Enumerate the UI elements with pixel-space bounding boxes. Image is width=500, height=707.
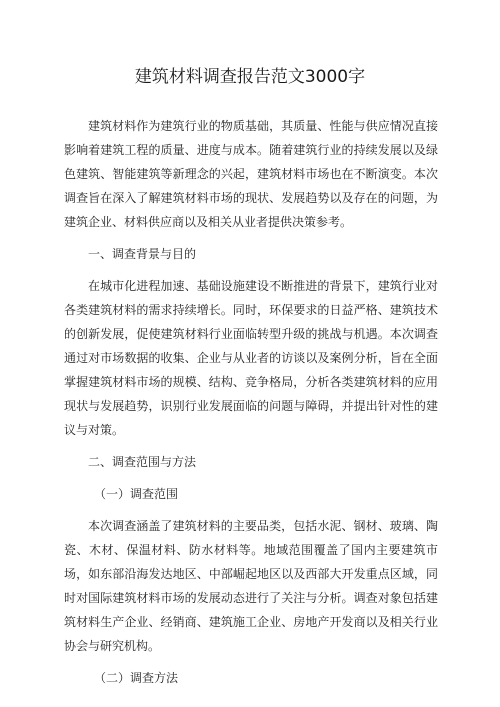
- scope-paragraph: 本次调查涵盖了建筑材料的主要品类，包括水泥、钢材、玻璃、陶瓷、木材、保温材料、防水材料等。地域范围覆盖了国内主要建筑市场，如东部沿海发达地区、中部崛起地区以及西部大开发重点区域，同时对国际建筑材料市场的发展动态进行了关注与分析。调查对象包括建筑材料生产企业、经销商、建筑施工企业、房地产开发商以及相关行业协会与研究机构。: [64, 519, 438, 653]
- section-heading-background: 一、调查背景与目的: [88, 247, 197, 261]
- subheading-scope: （一）调查范围: [94, 487, 179, 501]
- intro-paragraph: 建筑材料作为建筑行业的物质基础，其质量、性能与供应情况直接影响着建筑工程的质量、进度与成本。随着建筑行业的持续发展以及绿色建筑、智能建筑等新理念的兴起，建筑材料市场也在不断演变。本次调查旨在深入了解建筑材料市场的现状、发展趋势以及存在的问题，为建筑企业、材料供应商以及相关从业者提供决策参考。: [64, 119, 438, 229]
- section-heading-scope-method: 二、调查范围与方法: [88, 455, 197, 469]
- document-body: [64, 114, 438, 698]
- background-paragraph: 在城市化进程加速、基础设施建设不断推进的背景下，建筑行业对各类建筑材料的需求持续增长。同时，环保要求的日益严格、建筑技术的创新发展，促使建筑材料行业面临转型升级的挑战与机遇。本次调查通过对市场数据的收集、企业与从业者的访谈以及案例分析，旨在全面掌握建筑材料市场的规模、结构、竞争格局，分析各类建筑材料的应用现状与发展趋势，识别行业发展面临的问题与障碍，并提出针对性的建议与对策。: [64, 279, 438, 437]
- document-title: 建筑材料调查报告范文3000字: [134, 67, 366, 87]
- subheading-method: （二）调查方法: [94, 671, 179, 685]
